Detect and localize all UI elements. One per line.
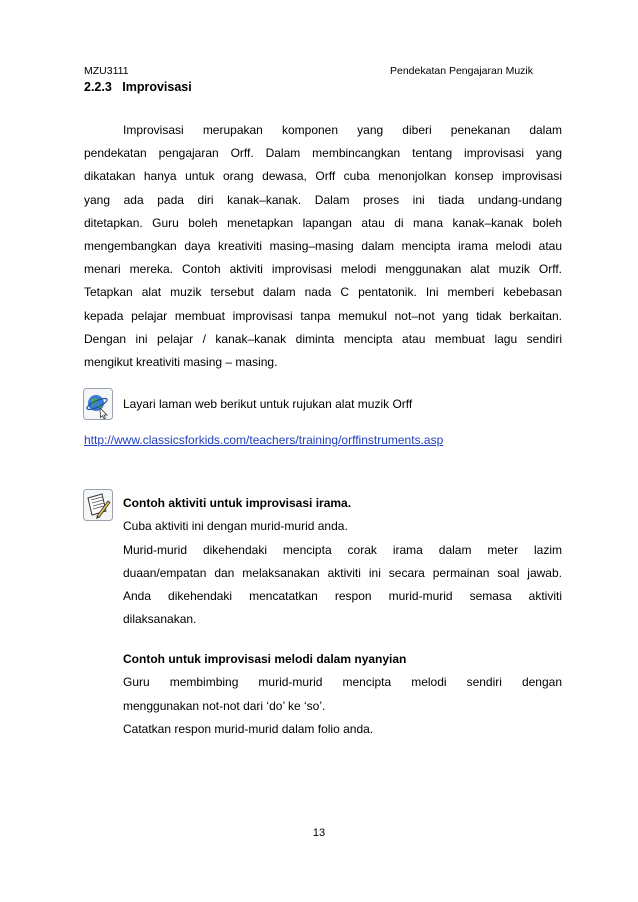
melody-activity-line: Catatkan respon murid-murid dalam folio anda.: [123, 721, 374, 736]
orff-instruments-link[interactable]: http://www.classicsforkids.com/teachers/training/orffinstruments.asp: [84, 433, 444, 447]
paragraph-line: Tetapkan alat muzik tersebut dalam nada C pentatonik. Ini memberi kebebasan: [84, 285, 562, 300]
web-reference-text: Layari laman web berikut untuk rujukan alat muzik Orff: [123, 397, 413, 411]
rhythm-activity: [123, 492, 562, 632]
section-heading: [84, 79, 192, 95]
rhythm-activity-line: dilaksanakan.: [123, 612, 197, 627]
header-course-code: MZU3111: [84, 65, 129, 77]
rhythm-activity-line: duaan/empatan dan melaksanakan aktiviti ini secara permainan soal jawab.: [123, 565, 562, 580]
section-title: Improvisasi: [122, 80, 192, 94]
page-number: 13: [312, 827, 326, 839]
main-paragraph: [84, 119, 562, 374]
section-number: 2.2.3: [84, 80, 112, 94]
melody-activity-line: menggunakan not-not dari ‘do’ ke ‘so’.: [123, 698, 326, 713]
paragraph-line: kepada pelajar membuat improvisasi tanpa memukul not–not yang tidak berkaitan.: [84, 308, 562, 323]
internet-globe-icon: [83, 388, 113, 420]
melody-activity: [123, 648, 562, 741]
rhythm-activity-title: Contoh aktiviti untuk improvisasi irama.: [123, 496, 352, 510]
header-course-title: Pendekatan Pengajaran Muzik: [390, 65, 534, 77]
paragraph-line: mengikut kreativiti masing – masing.: [84, 354, 278, 369]
paragraph-line: mengembangkan daya kreativiti masing–masing dalam mencipta irama melodi atau: [84, 238, 562, 253]
paragraph-line: menari mereka. Contoh aktiviti improvisasi melodi menggunakan alat muzik Orff.: [84, 262, 562, 277]
melody-activity-line: Guru membimbing murid-murid mencipta melodi sendiri dengan: [123, 675, 562, 690]
paragraph-line: pendekatan pengajaran Orff. Dalam membincangkan tentang improvisasi yang: [84, 146, 562, 161]
rhythm-activity-line: Murid-murid dikehendaki mencipta corak irama dalam meter lazim: [123, 542, 562, 557]
paragraph-line: ditetapkan. Guru boleh menetapkan lapangan atau di mana kanak–kanak boleh: [84, 215, 562, 230]
rhythm-activity-line: Cuba aktiviti ini dengan murid-murid anda.: [123, 519, 348, 534]
paragraph-line: Dengan ini pelajar / kanak–kanak diminta mencipta atau membuat lagu sendiri: [84, 331, 562, 346]
paragraph-line: yang ada pada diri kanak–kanak. Dalam proses ini tiada undang-undang: [84, 192, 562, 207]
rhythm-activity-line: Anda dikehendaki mencatatkan respon murid-murid semasa aktiviti: [123, 589, 562, 604]
paragraph-line: dikatakan hanya untuk orang dewasa, Orff cuba menonjolkan konsep improvisasi: [84, 169, 562, 184]
melody-activity-title: Contoh untuk improvisasi melodi dalam nyanyian: [123, 652, 407, 666]
paragraph-line: Improvisasi merupakan komponen yang diberi penekanan dalam: [123, 123, 562, 137]
notes-writing-icon: [83, 489, 113, 521]
